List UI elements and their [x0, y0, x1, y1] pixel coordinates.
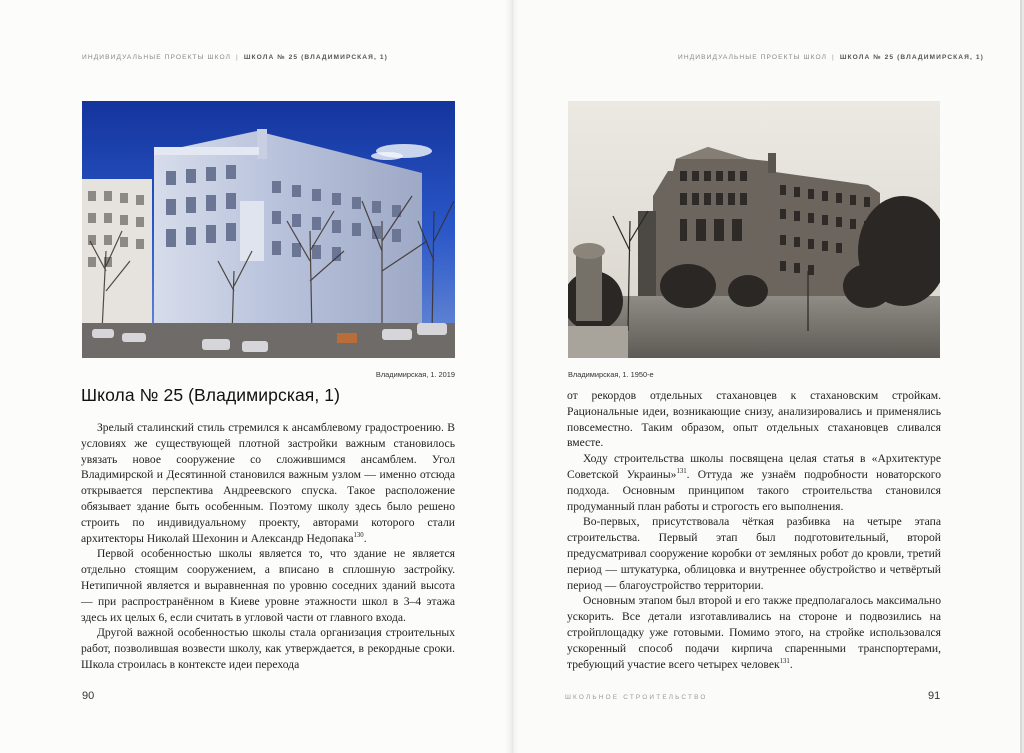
running-head-chapter: ШКОЛА № 25 (ВЛАДИМИРСКАЯ, 1) — [839, 54, 984, 61]
running-head-separator: | — [832, 54, 835, 61]
page-edge — [1020, 0, 1022, 753]
paragraph: Другой важной особенностью школы стала организация строительных работ, позволившая возвести школу, как утверждается, в рекордные сроки. Школа строилась в контексте идеи перехода — [81, 626, 455, 671]
page-number-right: 91 — [928, 690, 941, 702]
book-gutter-shadow — [505, 0, 519, 753]
page-number-left: 90 — [82, 690, 95, 702]
paragraph: Зрелый сталинский стиль стремился к ансамблевому градостроению. В условиях же существующей плотной застройки важным становилось увязать новое сооружение со сложившимся ансамблем. Угол Владимирской и Десятинной становился важным узлом — именно отсюда открывается перспектива Андреевского спуска. Такое расположение обязывает здание быть особенным. Поэтому школу здесь было решено строить по индивидуальному проекту, авторами которого стали архитекторы Николай Шехонин и Александр Недопака$^{130}$. — [81, 421, 455, 545]
photo-historic-school-building — [568, 101, 940, 358]
photo-modern-school-building — [82, 101, 455, 358]
footnote-ref: 131 — [779, 657, 790, 665]
photo-caption-left: Владимирская, 1. 2019 — [375, 370, 455, 379]
footnote-ref: 131 — [676, 467, 687, 475]
running-head-left — [82, 54, 388, 61]
running-head-chapter: ШКОЛА № 25 (ВЛАДИМИРСКАЯ, 1) — [243, 54, 388, 61]
running-head-section: ИНДИВИДУАЛЬНЫЕ ПРОЕКТЫ ШКОЛ — [82, 54, 232, 61]
right-page — [512, 0, 1022, 753]
running-head-section: ИНДИВИДУАЛЬНЫЕ ПРОЕКТЫ ШКОЛ — [678, 54, 828, 61]
paragraph: от рекордов отдельных стахановцев к стахановским стройкам. Рациональные идеи, возникающие снизу, анализировались и применялись повсеместно. Таким образом, опыт отдельных стахановцев сливался вместе. — [567, 389, 941, 450]
footer-section-label: ШКОЛЬНОЕ СТРОИТЕЛЬСТВО — [565, 694, 708, 701]
footnote-ref: 130 — [353, 531, 364, 539]
running-head-separator: | — [236, 54, 239, 61]
paragraph: Первой особенностью школы является то, что здание не является отдельно стоящим сооружением, а вписано в сплошную застройку. Нетипичной является и выравненная по уровню соседних зданий высота — при распространённом в Киеве уровне этажности школ в 3–4 этажа здесь их целых 6, если считать в угловой части от главного входа. — [81, 547, 455, 624]
photo-caption-right: Владимирская, 1. 1950-е — [568, 370, 654, 379]
paragraph: Во-первых, присутствовала чёткая разбивка на четыре этапа строительства. Первый этап был подготовительный, второй предусматривал сооружение коробки от земляных робот до кровли, третий период — штукатурка, облицовка и внутреннее обустройство и четвёртый период — благоустройство территории. — [567, 515, 941, 592]
left-body-text — [81, 420, 455, 673]
running-head-right — [678, 54, 984, 61]
paragraph: Основным этапом был второй и его также предполагалось максимально ускорить. Все детали изготавливались на стороне и подвозились на стройплощадку уже готовыми. Помимо этого, на стройке использовался ускоренный способ подачи кирпича спаренными транспортерами, требующий участие всего четырех человек$^{131}$. — [567, 594, 941, 671]
article-title: Школа № 25 (Владимирская, 1) — [81, 385, 341, 405]
right-body-text — [567, 388, 941, 672]
paragraph: Ходу строительства школы посвящена целая статья в «Архитектуре Советской Украины»$^{131}$. Оттуда же узнаём подробности новаторского подхода. Основным принципом такого строительства становился продуманный план работы и строгость его выполнения. — [567, 452, 942, 513]
